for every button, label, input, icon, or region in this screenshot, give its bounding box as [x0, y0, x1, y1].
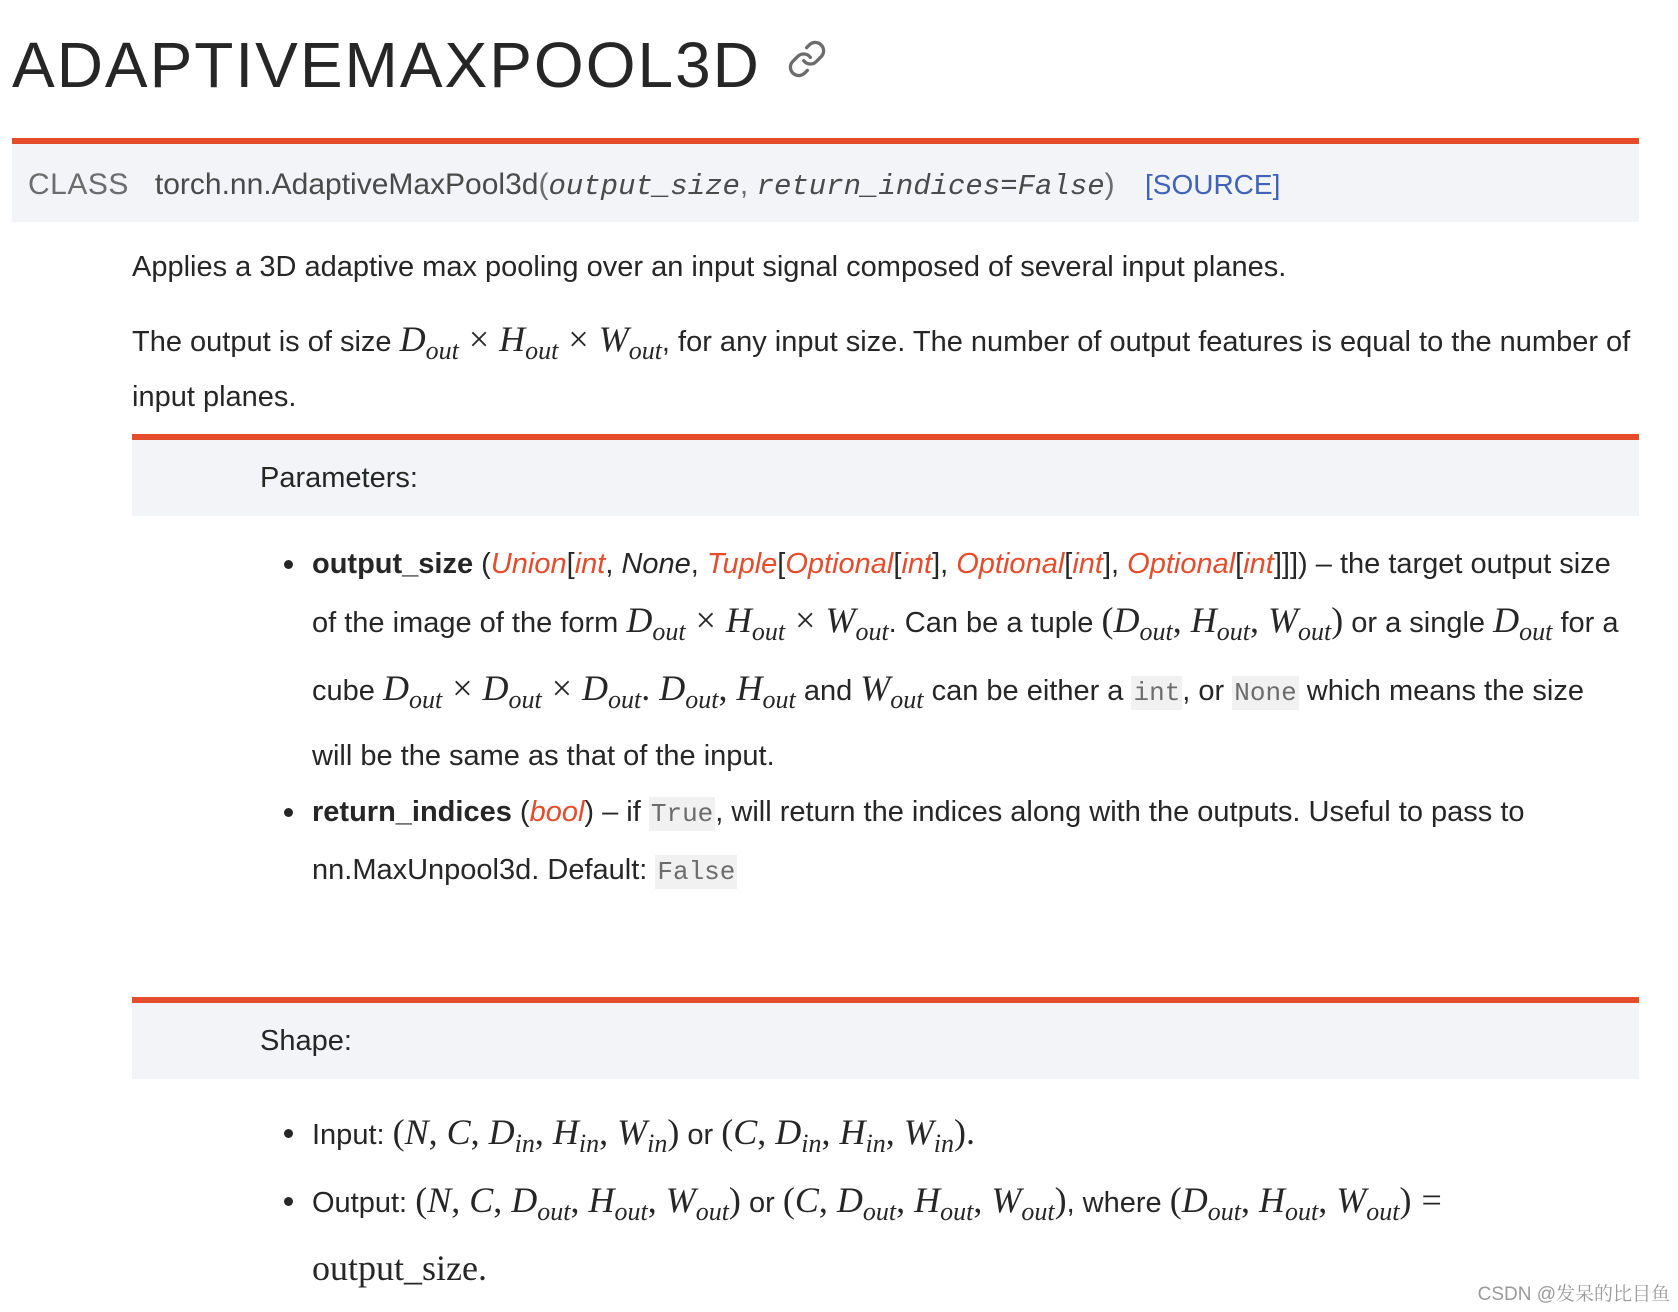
- type-int[interactable]: int: [1072, 548, 1103, 580]
- description-output-size: [132, 316, 1632, 420]
- formula-d-h-w: $D_{out} \times H_{out} \times W_{out}$: [626, 600, 889, 646]
- param-desc: which means the size will be the same as that of the input.: [312, 675, 1584, 772]
- shape-output-label: Output:: [312, 1187, 408, 1219]
- class-signature: [12, 138, 1639, 222]
- where-text: , where: [1066, 1187, 1162, 1219]
- formula-output-size-eq: ($D_{out}$, $H_{out}$, $W_{out}$) =: [1169, 1180, 1442, 1226]
- shape-input: [312, 1104, 1632, 1172]
- formula-tuple: ($D_{out}$, $H_{out}$, $W_{out}$): [1101, 600, 1344, 646]
- param-desc: , or: [1182, 675, 1225, 707]
- or-text: or: [687, 1119, 714, 1151]
- shape-list: [312, 1104, 1632, 1299]
- type-optional[interactable]: Optional: [956, 548, 1065, 580]
- formula-output-shape: (N, C, $D_{out}$, $H_{out}$, $W_{out}$): [415, 1180, 741, 1226]
- param-desc: for a cube: [312, 607, 1619, 707]
- param-output-size: output_size (Union[int, None, Tuple[Optional[int], Optional[int], Optional[int]]]) – the target output size of the image of the form $D_{out} \times H_{out} \times W_{out}$. Can be a tuple ($D_{out}$, $H_{out}$, $W_{out}$) or a single $D_{out}$ for a cube $D_{out} \times D_{out} \times D_{out}$. $D_{out}$, $H_{out}$ and $W_{out}$ can be either a int, or None which means the size will be the same as that of the input.: [312, 536, 1632, 784]
- link-icon[interactable]: [787, 20, 827, 94]
- param-desc: , will return the indices along with the outputs. Useful to pass to nn.MaxUnpool3d. Default:: [312, 796, 1525, 886]
- type-optional[interactable]: Optional: [785, 548, 894, 580]
- page-title-text: ADAPTIVEMAXPOOL3D: [12, 29, 761, 101]
- parameters-heading-bar: [132, 434, 1639, 516]
- output-size-formula: $D_{out} \times H_{out} \times W_{out}$: [399, 319, 662, 365]
- or-text: or: [748, 1187, 775, 1219]
- class-name: torch.nn.AdaptiveMaxPool3d: [154, 168, 539, 201]
- shape-output: Output: (N, C, $D_{out}$, $H_{out}$, $W_{out}$) or (C, $D_{out}$, $H_{out}$, $W_{out}$), where ($D_{out}$, $H_{out}$, $W_{out}$) = output_size.: [312, 1172, 1632, 1299]
- arg-comma: ,: [739, 168, 749, 201]
- watermark: CSDN @发呆的比目鱼: [1477, 1284, 1670, 1305]
- formula-w: $W_{out}$: [860, 668, 924, 714]
- type-int[interactable]: int: [574, 548, 606, 580]
- type-optional[interactable]: Optional: [1127, 548, 1236, 580]
- page-title: [12, 20, 827, 102]
- param-desc: – the target output size of the image of the form: [312, 548, 1611, 639]
- arg-return-indices: return_indices=False: [756, 170, 1105, 203]
- param-desc: can be either a: [931, 675, 1124, 707]
- code-true: True: [650, 799, 714, 829]
- param-name: output_size: [312, 548, 474, 580]
- formula-output-shape-alt: (C, $D_{out}$, $H_{out}$, $W_{out}$): [782, 1180, 1067, 1226]
- param-desc: . Can be a tuple: [888, 607, 1094, 639]
- shape-heading: Shape:: [260, 1025, 352, 1057]
- class-keyword: CLASS: [28, 168, 129, 201]
- param-desc: or a single: [1351, 607, 1486, 639]
- type-union[interactable]: Union: [490, 548, 567, 580]
- type-bool[interactable]: bool: [529, 796, 585, 828]
- param-return-indices: return_indices (bool) – if True, will return the indices along with the outputs. Useful to pass to nn.MaxUnpool3d. Default: False: [312, 784, 1632, 900]
- shape-input-label: Input:: [312, 1119, 385, 1151]
- desc-text-a: The output is of size: [132, 326, 392, 358]
- code-none: None: [1234, 678, 1297, 708]
- output-size-word: output_size: [312, 1248, 478, 1288]
- code-false: False: [657, 857, 736, 887]
- shape-heading-bar: [132, 997, 1639, 1079]
- desc-text-b: , for any input size. The number of output features is equal to the number of input planes.: [132, 326, 1631, 413]
- type-int[interactable]: int: [1243, 548, 1274, 580]
- formula-input-shape: (N, C, $D_{in}$, $H_{in}$, $W_{in}$): [392, 1112, 680, 1158]
- code-int: int: [1133, 678, 1181, 708]
- param-desc: – if: [594, 796, 641, 828]
- type-tuple[interactable]: Tuple: [706, 548, 778, 580]
- parameters-heading: Parameters:: [260, 462, 418, 494]
- formula-input-shape-alt: (C, $D_{in}$, $H_{in}$, $W_{in}$).: [721, 1112, 975, 1158]
- close-paren: ): [1104, 168, 1115, 201]
- arg-output-size: output_size: [548, 170, 740, 203]
- open-paren: (: [538, 168, 549, 201]
- description-line1: Applies a 3D adaptive max pooling over an input signal composed of several input planes.: [132, 251, 1287, 283]
- signature-line: [28, 168, 1280, 203]
- parameters-list: [312, 536, 1632, 900]
- type-none: None: [621, 548, 691, 580]
- type-int[interactable]: int: [901, 548, 933, 580]
- param-name: return_indices: [312, 796, 512, 828]
- source-link[interactable]: [SOURCE]: [1145, 169, 1281, 200]
- formula-d-single: $D_{out}$: [1493, 600, 1553, 646]
- formula-cube: $D_{out} \times D_{out} \times D_{out}$. $D_{out}$, $H_{out}$: [382, 668, 796, 714]
- param-desc: and: [803, 675, 853, 707]
